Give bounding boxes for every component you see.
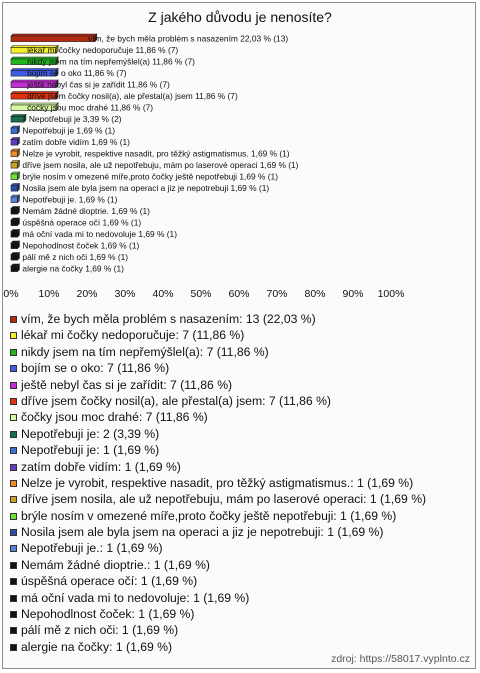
bar <box>11 140 17 146</box>
bar-label: Nelze je vyrobit, respektive nasadit, pro těžký astigmatismus. 1,69 % (1) <box>22 148 290 159</box>
legend-label: bojím se o oko: 7 (11,86 %) <box>21 361 170 376</box>
legend-item <box>10 491 475 507</box>
bar <box>11 220 17 226</box>
x-tick-label: 20% <box>76 288 98 300</box>
legend-item <box>10 557 475 573</box>
legend-swatch <box>10 545 17 552</box>
legend-swatch <box>10 398 17 405</box>
bar-label: úspěšná operace očí 1,69 % (1) <box>22 217 142 228</box>
legend-label: nikdy jsem na tím nepřemýšlel(a): 7 (11,86 %) <box>21 344 269 359</box>
legend-swatch <box>10 316 17 323</box>
bar <box>11 266 17 272</box>
source-note: zdroj: https://58017.vyplnto.cz <box>331 653 470 665</box>
x-tick-label: 70% <box>266 288 288 300</box>
legend-swatch <box>10 627 17 634</box>
legend-swatch <box>10 414 17 421</box>
bar-top <box>11 115 26 117</box>
bar <box>11 117 24 123</box>
legend-swatch <box>10 513 17 520</box>
legend-item <box>10 426 475 442</box>
bar-group <box>11 230 19 238</box>
bar-group <box>11 218 19 226</box>
legend-label: pálí mě z nich oči: 1 (1,69 %) <box>21 623 179 638</box>
bar-label: alergie na čočky 1,69 % (1) <box>22 263 124 274</box>
x-tick-label: 50% <box>190 288 212 300</box>
legend-item <box>10 409 475 425</box>
legend-swatch <box>10 644 17 651</box>
bar <box>11 243 17 249</box>
legend-label: zatím dobře vidím: 1 (1,69 %) <box>21 459 181 474</box>
bar-group <box>11 184 19 192</box>
bar <box>11 151 17 157</box>
bar-group <box>11 126 19 134</box>
bar-label: vím, že bych měla problém s nasazením 22,03 % (13) <box>88 33 289 44</box>
bar <box>11 174 17 180</box>
legend-swatch <box>10 496 17 503</box>
legend-swatch <box>10 595 17 602</box>
bar-label: Nepotřebuji je 1,69 % (1) <box>22 125 116 136</box>
legend-item <box>10 377 475 393</box>
legend-item <box>10 540 475 556</box>
bar-label: dříve jsem čočky nosil(a), ale přestal(a) jsem 11,86 % (7) <box>27 91 238 101</box>
bar-label: čočky jsou moc drahé 11,86 % (7) <box>27 102 154 113</box>
legend-swatch <box>10 332 17 339</box>
bar-label: nikdy jsem na tím nepřemýšlel(a) 11,86 % (7) <box>27 56 195 67</box>
legend-item <box>10 475 475 491</box>
x-tick-label: 30% <box>114 288 136 300</box>
legend-label: úspěšná operace očí: 1 (1,69 %) <box>21 574 198 589</box>
x-tick-label: 100% <box>377 288 405 300</box>
legend-label: Nepotřebuji je.: 1 (1,69 %) <box>21 541 163 556</box>
legend-item <box>10 459 475 475</box>
legend-swatch <box>10 447 17 454</box>
bar-group <box>11 253 19 261</box>
legend-label: dříve jsem nosila, ale už nepotřebuju, mám po laserové operaci: 1 (1,69 %) <box>21 492 427 507</box>
x-tick-label: 10% <box>38 288 60 300</box>
legend-swatch <box>10 382 17 389</box>
bar-label: Nemám žádné dioptrie. 1,69 % (1) <box>22 206 150 216</box>
legend-label: vím, že bych měla problém s nasazením: 13 (22,03 %) <box>21 312 316 326</box>
x-tick-label: 40% <box>152 288 174 300</box>
bar-label: Nosila jsem ale byla jsem na operaci a jiz je nepotrebuji 1,69 % (1) <box>22 183 270 193</box>
legend-swatch <box>10 431 17 438</box>
legend-item <box>10 573 475 589</box>
bar-group <box>11 161 19 169</box>
legend-swatch <box>10 578 17 585</box>
x-tick-label: 80% <box>304 288 326 300</box>
bar-group <box>11 34 97 42</box>
bar-group <box>11 241 19 249</box>
bar-label: dříve jsem nosila, ale už nepotřebuju, mám po laserové operaci 1,69 % (1) <box>22 160 299 170</box>
bar-group <box>11 207 19 215</box>
legend-swatch <box>10 480 17 487</box>
bar-label: lékař mi čočky nedoporučuje 11,86 % (7) <box>27 45 179 55</box>
legend-label: Nepohodlnost čoček: 1 (1,69 %) <box>21 607 195 622</box>
bar-label: Nepotřebuji je. 1,69 % (1) <box>22 194 118 205</box>
legend-label: Nelze je vyrobit, respektive nasadit, pro těžký astigmatismus.: 1 (1,69 %) <box>21 475 414 490</box>
bar-label: brýle nosím v omezené míře,proto čočky ještě nepotřebuji 1,69 % (1) <box>22 171 278 182</box>
legend-label: Nemám žádné dioptrie.: 1 (1,69 %) <box>21 557 210 572</box>
bar <box>11 163 17 169</box>
legend-label: brýle nosím v omezené míře,proto čočky ještě nepotřebuji: 1 (1,69 %) <box>21 508 397 523</box>
legend-item <box>10 442 475 458</box>
legend-item <box>10 606 475 622</box>
legend-item <box>10 508 475 524</box>
bar <box>11 209 17 215</box>
legend-label: alergie na čočky: 1 (1,69 %) <box>21 639 173 654</box>
legend-item <box>10 590 475 606</box>
legend-swatch <box>10 562 17 569</box>
legend-swatch <box>10 365 17 372</box>
plot-area <box>3 32 474 322</box>
bar <box>11 36 95 42</box>
bar-group <box>11 149 19 157</box>
legend-item <box>10 327 475 343</box>
bar-label: bojím se o oko 11,86 % (7) <box>27 68 127 78</box>
bar-label: ještě nebyl čas si je zařídit 11,86 % (7) <box>27 79 170 90</box>
bar-label: Nepohodlnost čoček 1,69 % (1) <box>22 240 140 251</box>
legend-item <box>10 344 475 360</box>
legend-label: Nepotřebuji je: 2 (3,39 %) <box>21 426 160 441</box>
legend-label: dříve jsem čočky nosil(a), ale přestal(a) jsem: 7 (11,86 %) <box>21 393 331 408</box>
bar-group <box>11 264 19 272</box>
legend-label: lékař mi čočky nedoporučuje: 7 (11,86 %) <box>21 328 245 343</box>
legend-label: má oční vada mi to nedovoluje: 1 (1,69 %) <box>21 590 250 605</box>
legend-swatch <box>10 611 17 618</box>
legend-item <box>10 524 475 540</box>
legend-label: čočky jsou moc drahé: 7 (11,86 %) <box>21 410 208 425</box>
x-tick-label: 0% <box>3 288 19 300</box>
bar-label: pálí mě z nich oči 1,69 % (1) <box>22 252 129 262</box>
legend-label: Nosila jsem ale byla jsem na operaci a jiz je nepotrebuji: 1 (1,69 %) <box>21 525 384 540</box>
bar <box>11 232 17 238</box>
bar-label: Nepotřebuji je 3,39 % (2) <box>28 114 122 124</box>
legend <box>10 311 475 655</box>
legend-label: Nepotřebuji je: 1 (1,69 %) <box>21 443 160 458</box>
bar-group <box>11 172 19 180</box>
bar <box>11 255 17 261</box>
legend-label: ještě nebyl čas si je zařídit: 7 (11,86 %) <box>21 377 233 392</box>
legend-swatch <box>10 464 17 471</box>
bar <box>11 186 17 192</box>
bar-group <box>11 195 19 203</box>
legend-item <box>10 311 475 327</box>
bar-label: zatím dobře vidím 1,69 % (1) <box>22 137 130 147</box>
bar <box>11 197 17 203</box>
x-tick-label: 90% <box>342 288 364 300</box>
bar-chart-svg <box>3 32 474 322</box>
legend-swatch <box>10 349 17 356</box>
bar-label: má oční vada mi to nedovoluje 1,69 % (1) <box>22 229 177 239</box>
bar-group <box>11 115 26 123</box>
legend-swatch <box>10 529 17 536</box>
bar-group <box>11 138 19 146</box>
x-tick-label: 60% <box>228 288 250 300</box>
legend-item <box>10 622 475 638</box>
bar <box>11 128 17 134</box>
chart-title: Z jakého důvodu je nenosíte? <box>148 9 332 25</box>
legend-item <box>10 360 475 376</box>
legend-item <box>10 393 475 409</box>
